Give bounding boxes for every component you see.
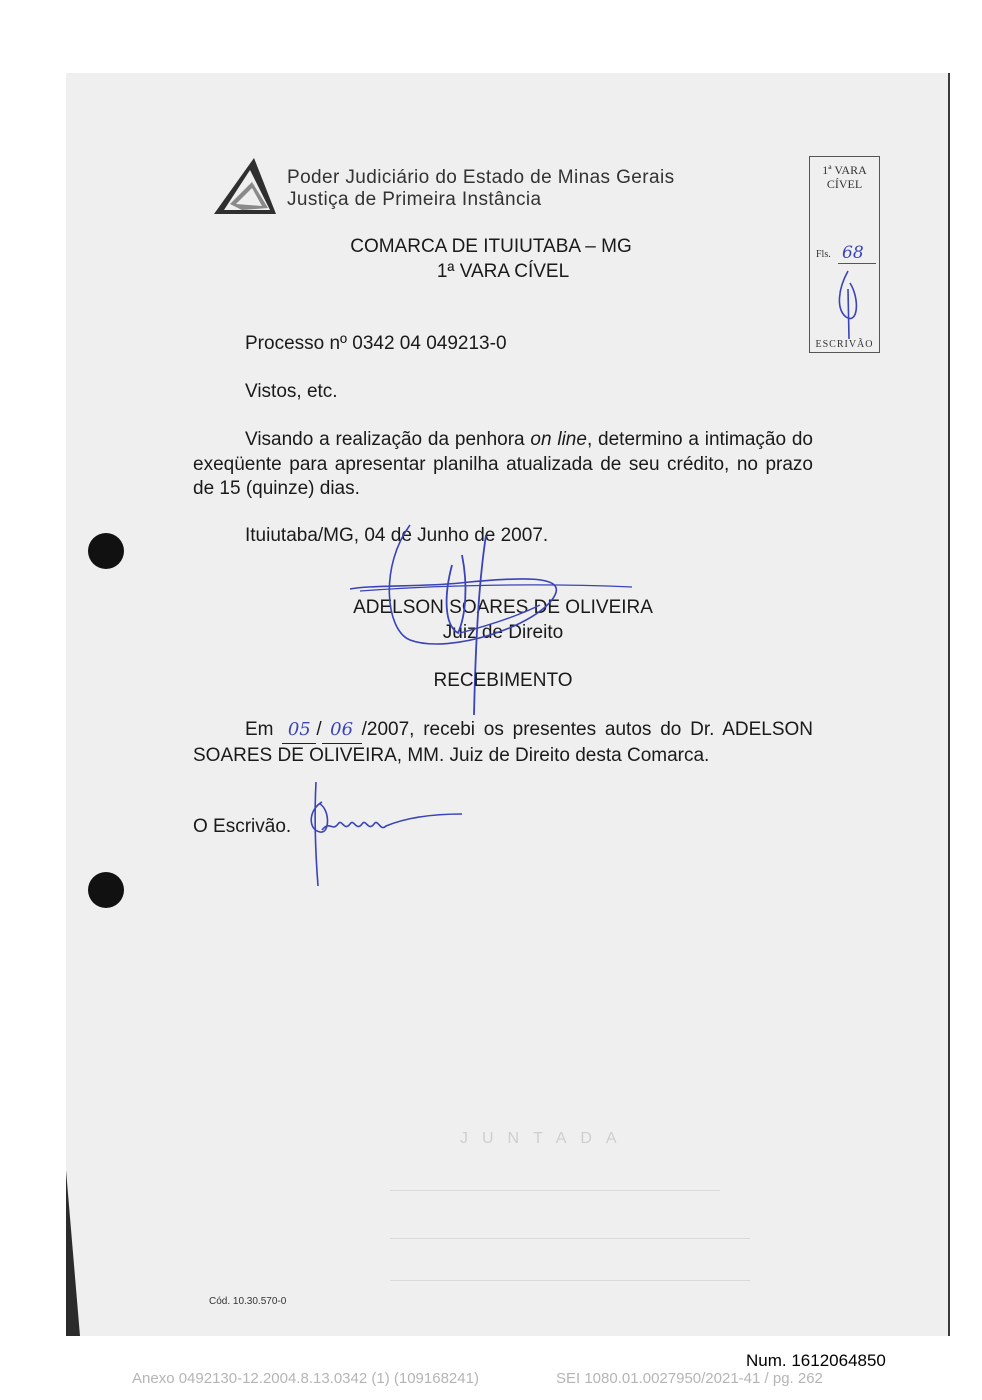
faint-line (390, 1280, 750, 1281)
faint-line (390, 1190, 720, 1191)
punch-hole (88, 533, 124, 569)
vara-title: 1ª VARA CÍVEL (436, 261, 570, 282)
receipt-paragraph (193, 718, 813, 768)
judiciary-logo-icon (212, 156, 278, 218)
document-number: Num. 1612064850 (746, 1351, 886, 1370)
form-code: Cód. 10.30.570-0 (209, 1296, 287, 1307)
sei-reference: SEI 1080.01.0027950/2021-41 / pg. 262 (556, 1370, 823, 1387)
stamp-vara: 1ª VARA (822, 163, 867, 177)
punch-hole (88, 872, 124, 908)
stamp-civel: CÍVEL (826, 177, 863, 191)
header-line-2: Justiça de Primeira Instância (287, 189, 542, 210)
stamp-fls-label: Fls. (816, 249, 831, 260)
decision-text-2: , determino a intimação do exeqüente para apresentar planilha atualizada de seu crédito, no prazo de 15 (quinze) dias. (193, 429, 813, 499)
faint-stamp-text: JUNTADA (460, 1130, 631, 1147)
faint-line (390, 1238, 750, 1239)
receipt-title: RECEBIMENTO (433, 670, 573, 691)
place-date: Ituiutaba/MG, 04 de Junho de 2007. (245, 525, 549, 546)
comarca-title: COMARCA DE ITUIUTABA – MG (350, 236, 632, 257)
stamp-escrivao: ESCRIVÃO (815, 339, 874, 350)
judge-title: Juiz de Direito (442, 622, 564, 643)
decision-paragraph (193, 428, 813, 502)
processo-number: Processo nº 0342 04 049213-0 (245, 333, 507, 354)
receipt-em: Em (245, 719, 274, 740)
header-line-1: Poder Judiciário do Estado de Minas Gerais (287, 167, 675, 188)
receipt-day: 05 (287, 719, 311, 740)
decision-text-1: Visando a realização da penhora (245, 429, 531, 450)
decision-italic: on line (530, 429, 587, 450)
receipt-sep: / (316, 719, 322, 740)
escrivao-label: O Escrivão. (193, 816, 292, 837)
receipt-month: 06 (330, 719, 354, 740)
annex-reference: Anexo 0492130-12.2004.8.13.0342 (1) (109168241) (132, 1370, 479, 1387)
vistos-line: Vistos, etc. (245, 381, 338, 402)
stamp-fls-value: 68 (842, 243, 864, 263)
receipt-text: /2007, recebi os presentes autos do Dr. ADELSON SOARES DE OLIVEIRA, MM. Juiz de Direito desta Comarca. (193, 719, 813, 766)
judge-name: ADELSON SOARES DE OLIVEIRA (353, 597, 653, 618)
